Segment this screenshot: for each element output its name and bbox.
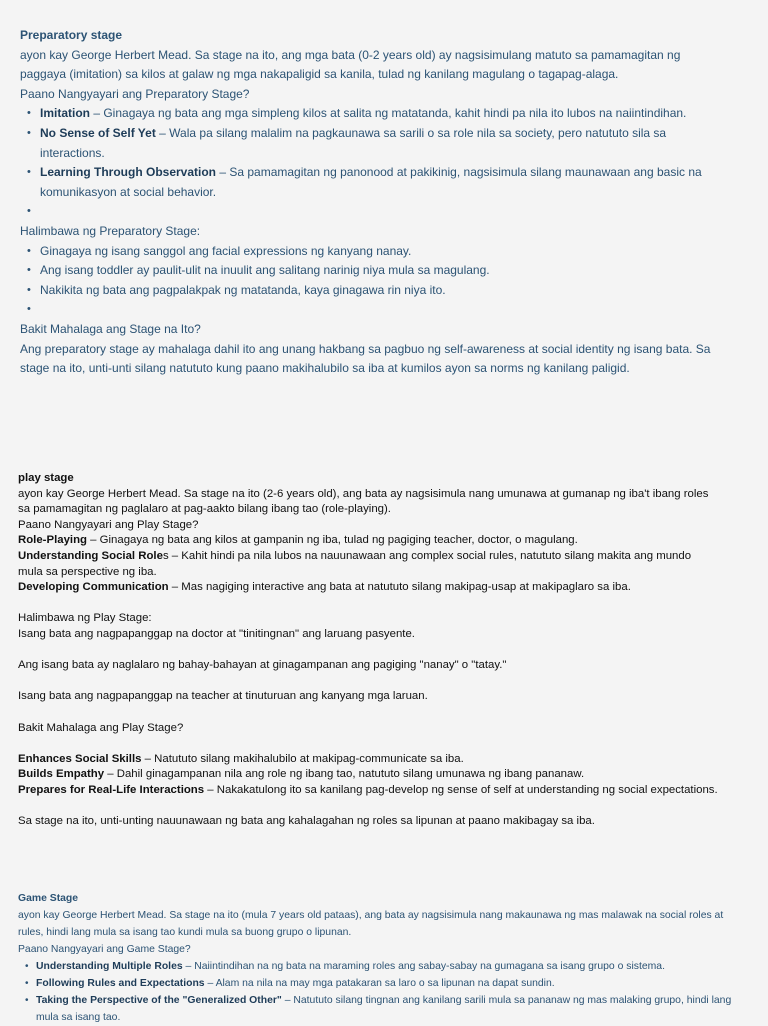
play-item [18, 533, 718, 549]
preparatory-examples-list [20, 242, 720, 320]
play-why-item [18, 752, 718, 768]
play-item [18, 549, 718, 580]
item-text: – Wala pa silang malalim na pagkaunawa sa sarili o sa role nila sa society, pero natututo sila sa interactions. [40, 125, 667, 160]
item-suffix: s [162, 549, 169, 562]
play-example: Isang bata ang nagpapanggap na doctor at "tinitingnan" ang laruang pasyente. [18, 627, 415, 640]
preparatory-why-heading: Bakit Mahalaga ang Stage na Ito? [20, 321, 201, 336]
item-text: – Sa pamamagitan ng panonood at pakikinig, nagsisimula silang maunawaan ang basic na komunikasyon at social behavior. [40, 165, 702, 199]
item-text: – Alam na nila na may mga patakaran sa laro o sa lipunan na dapat sundin. [204, 978, 555, 989]
item-term: Role-Playing [18, 534, 87, 547]
item-term: Learning Through Observation [40, 165, 217, 180]
item-text: – Nakakatulong ito sa kanilang pag-develop ng sense of self at understanding ng social expectations. [204, 783, 718, 796]
play-section [18, 471, 718, 830]
spacer [18, 736, 718, 752]
game-how-heading: Paano Nangyayari ang Game Stage? [18, 944, 191, 955]
item-term: Prepares for Real-Life Interactions [18, 783, 205, 796]
play-title: play stage [18, 472, 74, 484]
play-why-heading: Bakit Mahalaga ang Play Stage? [18, 721, 184, 734]
spacer [18, 643, 718, 659]
preparatory-title: Preparatory stage [20, 28, 123, 42]
list-item [40, 124, 720, 163]
play-why-item [18, 783, 718, 799]
play-examples-heading: Halimbawa ng Play Stage: [18, 612, 152, 625]
preparatory-how-heading: Paano Nangyayari ang Preparatory Stage? [20, 86, 250, 101]
spacer [18, 705, 718, 721]
list-item [40, 104, 720, 124]
item-term: Following Rules and Expectations [36, 978, 205, 989]
play-example: Ang isang bata ay naglalaro ng bahay-bahayan at ginagampanan ang pagiging "nanay" o "tatay." [18, 659, 507, 672]
item-text: – Ginagaya ng bata ang kilos at gampanin ng iba, tulad ng pagiging teacher, doctor, o magulang. [87, 534, 578, 547]
preparatory-intro: ayon kay George Herbert Mead. Sa stage na ito, ang mga bata (0-2 years old) ay nagsisimulang matuto sa pamamagitan ng paggaya (imitation) sa kilos at galaw ng mga nakapaligid sa kanila, tulad ng kanilang magulang o tagapag-alaga. [20, 47, 681, 82]
item-text: – Ginagaya ng bata ang mga simpleng kilos at salita ng matatanda, kahit hindi pa nila ito lubos na naiintindihan. [90, 106, 687, 121]
item-term: Understanding Social Role [18, 549, 163, 562]
list-item: • Ginagaya ng isang sanggol ang facial expressions ng kanyang nanay. [40, 242, 720, 262]
game-section [18, 890, 738, 1026]
game-title: Game Stage [18, 893, 79, 904]
spacer [18, 674, 718, 690]
spacer [18, 596, 718, 612]
item-text: – Kahit hindi pa nila lubos na nauunawaan ang complex social rules, natututo silang makita ang mundo mula sa perspective ng iba. [18, 549, 692, 578]
preparatory-examples-heading: Halimbawa ng Preparatory Stage: [20, 223, 201, 238]
list-item: • Nakikita ng bata ang pagpalakpak ng matatanda, kaya ginagawa rin niya ito. [40, 281, 720, 301]
item-term: Understanding Multiple Roles [36, 961, 183, 972]
play-intro: ayon kay George Herbert Mead. Sa stage na ito (2-6 years old), ang bata ay nagsisimula nang umunawa at gumanap ng iba't ibang roles sa pamamagitan ng paglalaro at pag-aakto bilang ibang tao (role-playing). [18, 487, 709, 516]
item-term: Imitation [40, 106, 90, 121]
play-example: Isang bata ang nagpapanggap na teacher at tinuturuan ang kanyang mga laruan. [18, 690, 428, 703]
list-item [36, 958, 738, 975]
item-text: – Mas nagiging interactive ang bata at natututo silang makipag-usap at makipaglaro sa iba. [168, 581, 631, 594]
item-term: Builds Empathy [18, 768, 105, 781]
list-item [40, 163, 720, 202]
preparatory-section [20, 26, 720, 379]
item-term: Taking the Perspective of the "Generalized Other" [36, 995, 282, 1006]
empty-list-item [40, 202, 720, 222]
play-how-heading: Paano Nangyayari ang Play Stage? [18, 518, 199, 531]
play-item [18, 580, 718, 596]
item-text: – Dahil ginagampanan nila ang role ng ibang tao, natututo silang umunawa ng ibang pananaw. [104, 768, 585, 781]
item-text: – Natututo silang tingnan ang kanilang sarili mula sa pananaw ng mas malaking grupo, hindi lang mula sa isang tao. [36, 995, 732, 1023]
list-item: • Ang isang toddler ay paulit-ulit na inuulit ang salitang narinig niya mula sa magulang. [40, 261, 720, 281]
list-item [36, 975, 738, 992]
play-closing: Sa stage na ito, unti-unting nauunawaan ng bata ang kahalagahan ng roles sa lipunan at paano makibagay sa iba. [18, 815, 595, 828]
empty-list-item [40, 300, 720, 320]
play-why-item [18, 767, 718, 783]
item-term: Developing Communication [18, 581, 169, 594]
item-term: No Sense of Self Yet [40, 125, 156, 140]
preparatory-why-text: Ang preparatory stage ay mahalaga dahil ito ang unang hakbang sa pagbuo ng self-awareness at social identity ng isang bata. Sa stage na ito, unti-unti silang natututo kung paano makihalubilo sa iba at kumilos ayon sa norms ng kanilang paligid. [20, 341, 711, 376]
item-text: – Natututo silang makihalubilo at makipag-communicate sa iba. [141, 752, 464, 765]
game-how-list [18, 958, 738, 1026]
game-intro: ayon kay George Herbert Mead. Sa stage na ito (mula 7 years old pataas), ang bata ay nagsisimula nang makaunawa ng mas malawak na social roles at rules, hindi lang mula sa isang tao kundi mula sa buong grupo o lipunan. [18, 910, 724, 938]
item-text: – Naiintindihan na ng bata na maraming roles ang sabay-sabay na gumagana sa isang grupo o sistema. [182, 961, 665, 972]
spacer [18, 798, 718, 814]
list-item [36, 992, 738, 1026]
item-term: Enhances Social Skills [18, 752, 142, 765]
preparatory-how-list [20, 104, 720, 222]
